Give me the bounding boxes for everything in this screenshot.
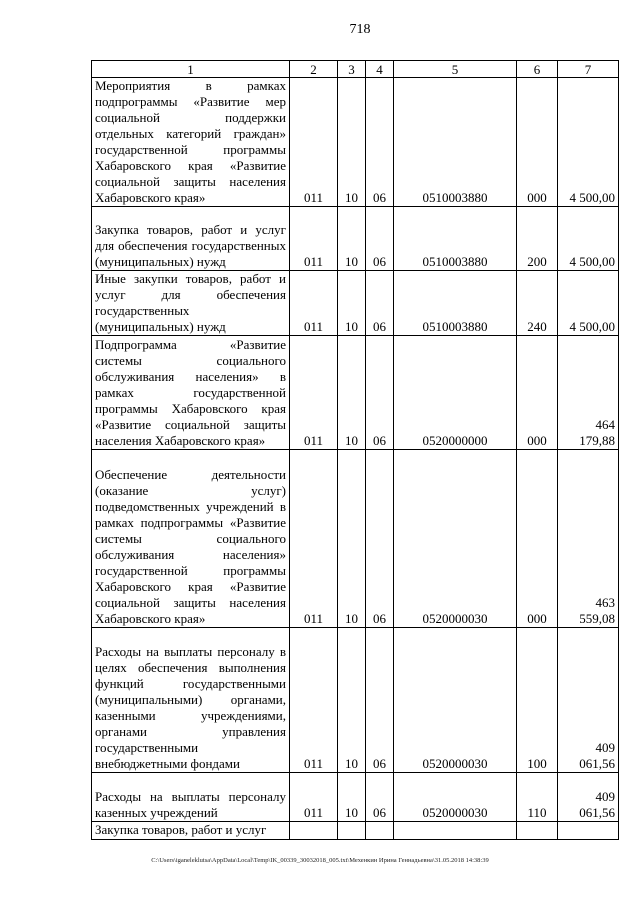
table-row — [92, 271, 619, 336]
row-expense: 000 — [517, 336, 558, 450]
table-row — [92, 628, 619, 773]
row-expense: 240 — [517, 271, 558, 336]
row-section: 10 — [338, 773, 366, 822]
row-section: 10 — [338, 628, 366, 773]
page-number: 718 — [349, 22, 371, 37]
row-target: 0510003880 — [394, 78, 517, 207]
row-sum: 464 179,88 — [558, 336, 619, 450]
row-ministry: 011 — [290, 450, 338, 628]
header-cell: 3 — [338, 61, 366, 78]
row-target: 0520000030 — [394, 773, 517, 822]
row-subsection: 06 — [366, 78, 394, 207]
row-sum: 4 500,00 — [558, 78, 619, 207]
row-target: 0510003880 — [394, 271, 517, 336]
row-expense: 000 — [517, 78, 558, 207]
header-cell: 5 — [394, 61, 517, 78]
row-target: 0520000030 — [394, 450, 517, 628]
table-row — [92, 207, 619, 271]
row-sum: 4 500,00 — [558, 207, 619, 271]
row-name: Закупка товаров, работ и услуг — [92, 822, 290, 840]
row-ministry: 011 — [290, 773, 338, 822]
row-subsection: 06 — [366, 628, 394, 773]
row-name: Подпрограмма «Развитие системы социального обслуживания населения» в рамках государственной программы Хабаровского края «Развитие социальной защиты населения Хабаровского края» — [92, 336, 290, 450]
row-ministry: 011 — [290, 207, 338, 271]
row-subsection: 06 — [366, 336, 394, 450]
row-section: 10 — [338, 450, 366, 628]
footer-file-path: C:\Users\iganeleklutsa\AppData\Local\Temp\IK_00339_30032018_005.txt\Мехенкин Ирина Геннадьевна\31.05.2018 14:38:39 — [151, 857, 489, 864]
row-sum: 463 559,08 — [558, 450, 619, 628]
row-sum: 409 061,56 — [558, 773, 619, 822]
row-section: 10 — [338, 336, 366, 450]
row-name: Мероприятия в рамках подпрограммы «Развитие мер социальной поддержки отдельных категорий граждан» государственной программы Хабаровского края «Развитие социальной защиты населения Хабаровского края» — [92, 78, 290, 207]
header-row — [92, 61, 619, 78]
header-cell: 2 — [290, 61, 338, 78]
row-target: 0510003880 — [394, 207, 517, 271]
row-subsection: 06 — [366, 207, 394, 271]
row-expense: 200 — [517, 207, 558, 271]
row-ministry — [290, 822, 338, 840]
row-section: 10 — [338, 78, 366, 207]
row-name: Закупка товаров, работ и услуг для обеспечения государственных (муниципальных) нужд — [92, 207, 290, 271]
header-cell: 6 — [517, 61, 558, 78]
row-name: Обеспечение деятельности (оказание услуг) подведомственных учреждений в рамках подпрограммы «Развитие системы социального обслуживания населения» государственной программы Хабаровского края «Развитие социальной защиты населения Хабаровского края» — [92, 450, 290, 628]
table-row — [92, 450, 619, 628]
table-row — [92, 773, 619, 822]
header-cell: 4 — [366, 61, 394, 78]
row-ministry: 011 — [290, 78, 338, 207]
row-name: Расходы на выплаты персоналу в целях обеспечения выполнения функций государственными (муниципальными) органами, казенными учреждениями, органами управления государственными внебюджетными фондами — [92, 628, 290, 773]
row-ministry: 011 — [290, 628, 338, 773]
row-name: Расходы на выплаты персоналу казенных учреждений — [92, 773, 290, 822]
row-sum: 409 061,56 — [558, 628, 619, 773]
header-cell: 7 — [558, 61, 619, 78]
row-sum: 4 500,00 — [558, 271, 619, 336]
row-subsection — [366, 822, 394, 840]
row-subsection: 06 — [366, 773, 394, 822]
table-row — [92, 78, 619, 207]
row-expense — [517, 822, 558, 840]
row-section — [338, 822, 366, 840]
row-expense: 100 — [517, 628, 558, 773]
table-row — [92, 822, 619, 840]
row-target: 0520000000 — [394, 336, 517, 450]
table-row — [92, 336, 619, 450]
row-target: 0520000030 — [394, 628, 517, 773]
row-ministry: 011 — [290, 336, 338, 450]
row-sum — [558, 822, 619, 840]
budget-table — [91, 60, 619, 840]
row-subsection: 06 — [366, 450, 394, 628]
row-section: 10 — [338, 271, 366, 336]
row-section: 10 — [338, 207, 366, 271]
header-cell: 1 — [92, 61, 290, 78]
row-expense: 110 — [517, 773, 558, 822]
row-name: Иные закупки товаров, работ и услуг для обеспечения государственных (муниципальных) нужд — [92, 271, 290, 336]
row-target — [394, 822, 517, 840]
row-subsection: 06 — [366, 271, 394, 336]
row-ministry: 011 — [290, 271, 338, 336]
row-expense: 000 — [517, 450, 558, 628]
